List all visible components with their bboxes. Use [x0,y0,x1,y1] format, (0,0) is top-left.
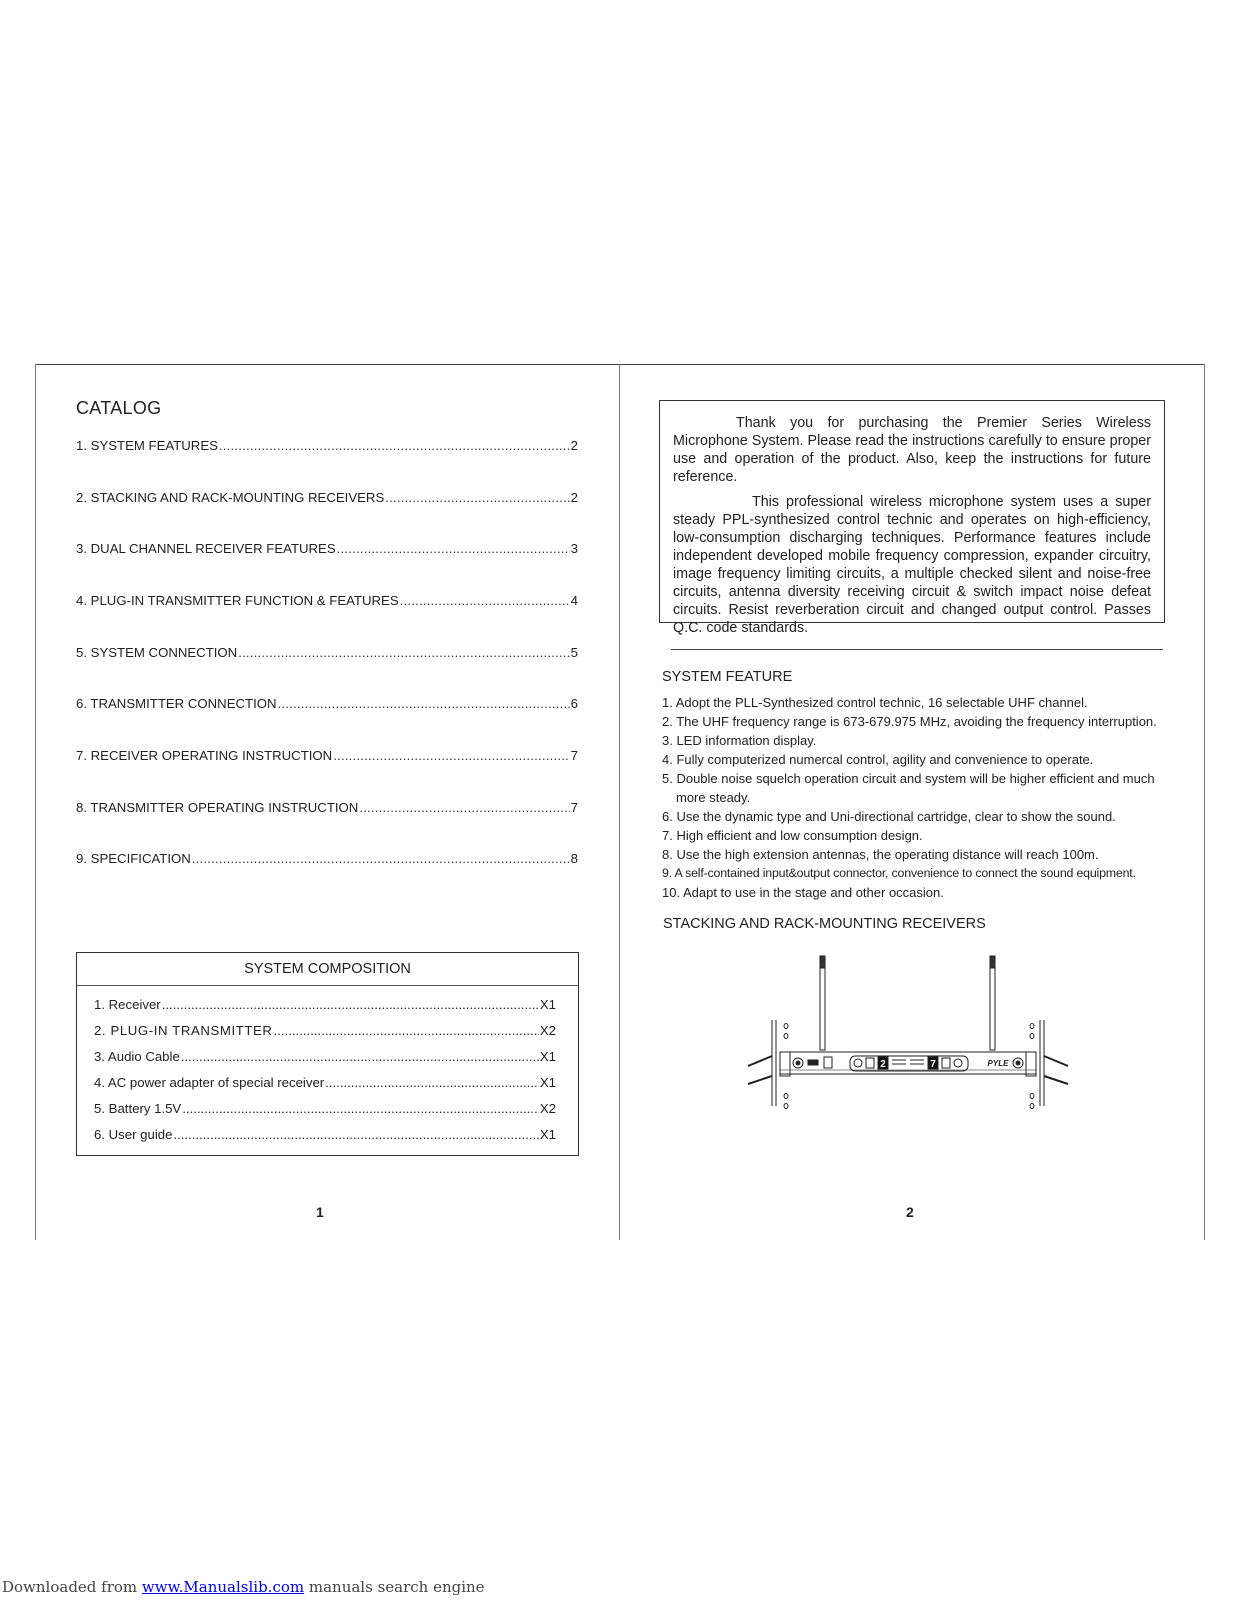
feature-item: 9. A self-contained input&output connector, convenience to connect the sound equipment. [662,866,1136,880]
composition-item-qty: X1 [539,997,556,1012]
toc-item-label: 3. DUAL CHANNEL RECEIVER FEATURES [76,541,336,556]
composition-item-label: 2. PLUG-IN TRANSMITTER [94,1023,273,1038]
page-number-right: 2 [906,1204,914,1220]
footer-suffix: manuals search engine [304,1578,485,1596]
toc-leader [278,696,570,711]
intro-paragraph-thanks: Thank you for purchasing the Premier Series Wireless Microphone System. Please read the instructions carefully to ensure proper use and operation of the product. Also, keep the instructions for future reference. [673,415,1151,485]
composition-item-qty: X1 [539,1049,556,1064]
toc-item[interactable] [76,438,578,453]
composition-leader [162,997,539,1012]
feature-item: 6. Use the dynamic type and Uni-directional cartridge, clear to show the sound. [662,809,1116,824]
receiver-display-digit: 7 [930,1059,936,1070]
toc-item[interactable] [76,800,578,815]
feature-item: 1. Adopt the PLL-Synthesized control technic, 16 selectable UHF channel. [662,695,1088,710]
composition-item [94,1127,556,1142]
composition-item-label: 6. User guide [94,1127,173,1142]
intro-paragraph-description: This professional wireless microphone system uses a super steady PPL-synthesized control technic and operates on high-efficiency, low-consumption discharging techniques. Performance features include independent developed mobile frequency compression, expander circuitry, image frequency limiting circuits, a multiple checked silent and noise-free circuits, antenna diversity receiving circuit & switch impact noise defeat circuits. Resist reverberation circuit and changed output control. Passes Q.C. code standards. [673,494,1151,636]
toc-leader [333,748,569,763]
feature-item: 2. The UHF frequency range is 673-679.975 MHz, avoiding the frequency interruption. [662,714,1157,729]
page-left-edge [35,364,36,1240]
feature-item: 5. Double noise squelch operation circuit and system will be higher efficient and much [662,771,1155,786]
toc-item[interactable] [76,490,578,505]
footer-prefix: Downloaded from [2,1578,142,1596]
receiver-display-digit: 2 [880,1059,886,1070]
toc-item[interactable] [76,593,578,608]
toc-item[interactable] [76,748,578,763]
toc-item-page: 5 [570,645,578,660]
page-top-rule [35,364,1205,365]
composition-item [94,1075,556,1090]
toc-item-page: 7 [570,800,578,815]
feature-item-continuation: more steady. [676,790,751,805]
toc-item-label: 5. SYSTEM CONNECTION [76,645,238,660]
feature-item: 4. Fully computerized numercal control, agility and convenience to operate. [662,752,1094,767]
toc-item-page: 7 [570,748,578,763]
toc-item-page: 8 [570,851,578,866]
composition-leader [325,1075,539,1090]
feature-item: 3. LED information display. [662,733,817,748]
toc-item-page: 2 [570,490,578,505]
catalog-title: CATALOG [76,398,162,418]
composition-item-qty: X1 [539,1075,556,1090]
toc-item-label: 2. STACKING AND RACK-MOUNTING RECEIVERS [76,490,385,505]
system-composition-box [76,952,579,1156]
composition-item [94,1101,556,1116]
toc-item-label: 1. SYSTEM FEATURES [76,438,218,453]
rack-receiver-drawing [742,948,1074,1112]
composition-item-label: 5. Battery 1.5V [94,1101,182,1116]
system-feature-list [662,693,1174,902]
toc-leader [400,593,570,608]
toc-item-page: 6 [570,696,578,711]
composition-leader [181,1049,539,1064]
toc-item-page: 4 [570,593,578,608]
system-composition-title: SYSTEM COMPOSITION [77,953,578,986]
toc-leader [337,541,570,556]
toc-leader [219,438,570,453]
composition-item-label: 4. AC power adapter of special receiver [94,1075,325,1090]
page-number-left: 1 [316,1204,324,1220]
composition-leader [274,1023,539,1038]
toc-item-label: 8. TRANSMITTER OPERATING INSTRUCTION [76,800,359,815]
composition-leader [182,1101,539,1116]
composition-item [94,1023,556,1038]
toc-item-label: 9. SPECIFICATION [76,851,191,866]
manualslib-link[interactable]: www.Manualslib.com [141,1578,305,1596]
intro-box [659,400,1165,636]
composition-item-label: 1. Receiver [94,997,161,1012]
toc-leader [238,645,569,660]
toc-leader [192,851,570,866]
download-footer [2,1578,485,1596]
toc-item-label: 4. PLUG-IN TRANSMITTER FUNCTION & FEATURES [76,593,399,608]
rack-receiver-illustration [742,948,1074,1112]
system-feature-title: SYSTEM FEATURE [662,669,793,685]
composition-item-qty: X2 [539,1101,556,1116]
receiver-brand-logo: PYLE [987,1059,1009,1068]
section-separator [671,649,1163,650]
feature-item: 8. Use the high extension antennas, the operating distance will reach 100m. [662,847,1099,862]
toc-item[interactable] [76,645,578,660]
toc-item-page: 3 [570,541,578,556]
toc-item-page: 2 [570,438,578,453]
composition-item-qty: X1 [539,1127,556,1142]
composition-item-label: 3. Audio Cable [94,1049,180,1064]
toc-item[interactable] [76,541,578,556]
stacking-title: STACKING AND RACK-MOUNTING RECEIVERS [663,916,986,932]
feature-item: 10. Adapt to use in the stage and other occasion. [662,885,944,900]
composition-item [94,1049,556,1064]
page-fold-divider [619,364,620,1240]
toc-item[interactable] [76,696,578,711]
composition-leader [173,1127,538,1142]
page-right-edge [1204,364,1205,1240]
toc-item-label: 7. RECEIVER OPERATING INSTRUCTION [76,748,333,763]
toc-item[interactable] [76,851,578,866]
feature-item: 7. High efficient and low consumption design. [662,828,923,843]
composition-item-qty: X2 [539,1023,556,1038]
composition-item [94,997,556,1012]
toc-leader [359,800,569,815]
toc-leader [385,490,569,505]
toc-item-label: 6. TRANSMITTER CONNECTION [76,696,277,711]
